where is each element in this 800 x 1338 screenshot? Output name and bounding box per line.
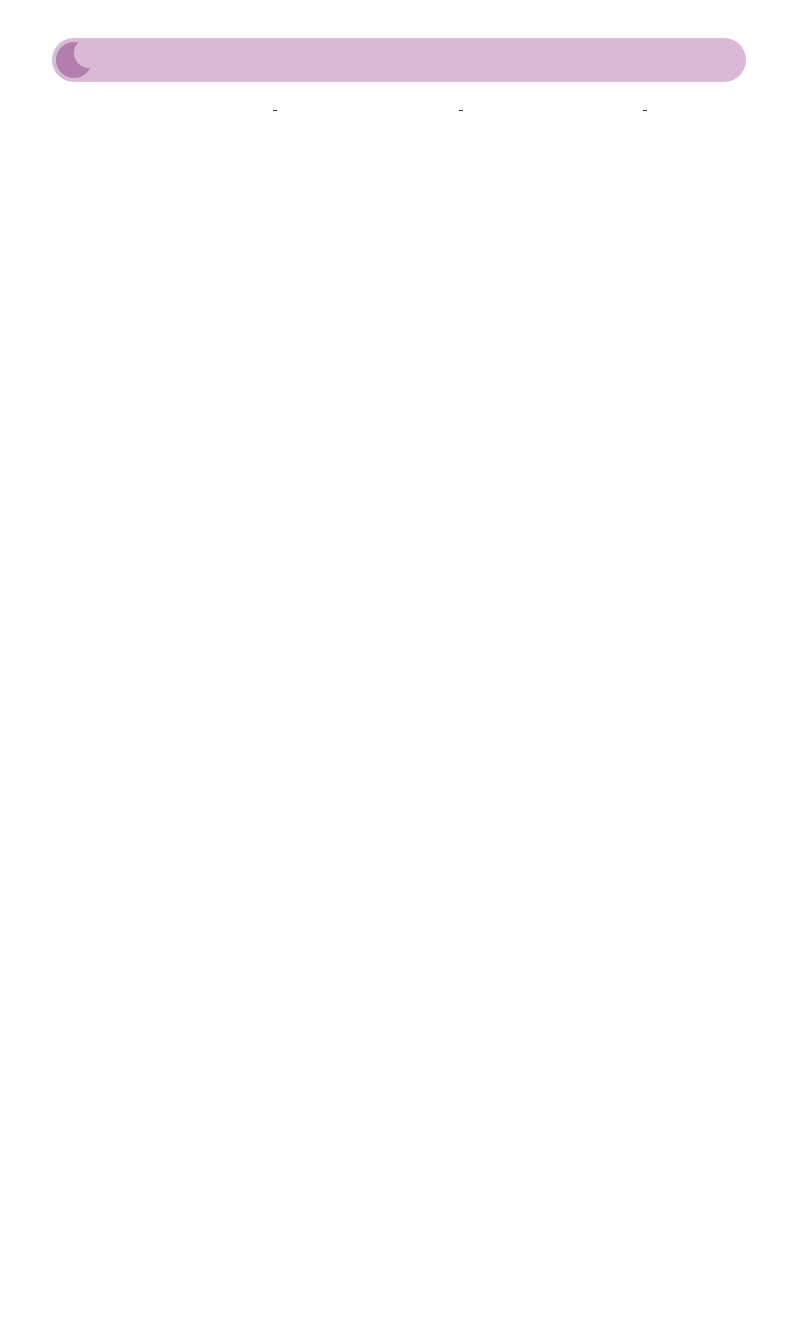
header-decoration-icon (56, 42, 92, 78)
service-2 (376, 96, 546, 120)
service-1 (190, 96, 360, 120)
service-3 (560, 96, 730, 120)
section-header (52, 38, 746, 82)
